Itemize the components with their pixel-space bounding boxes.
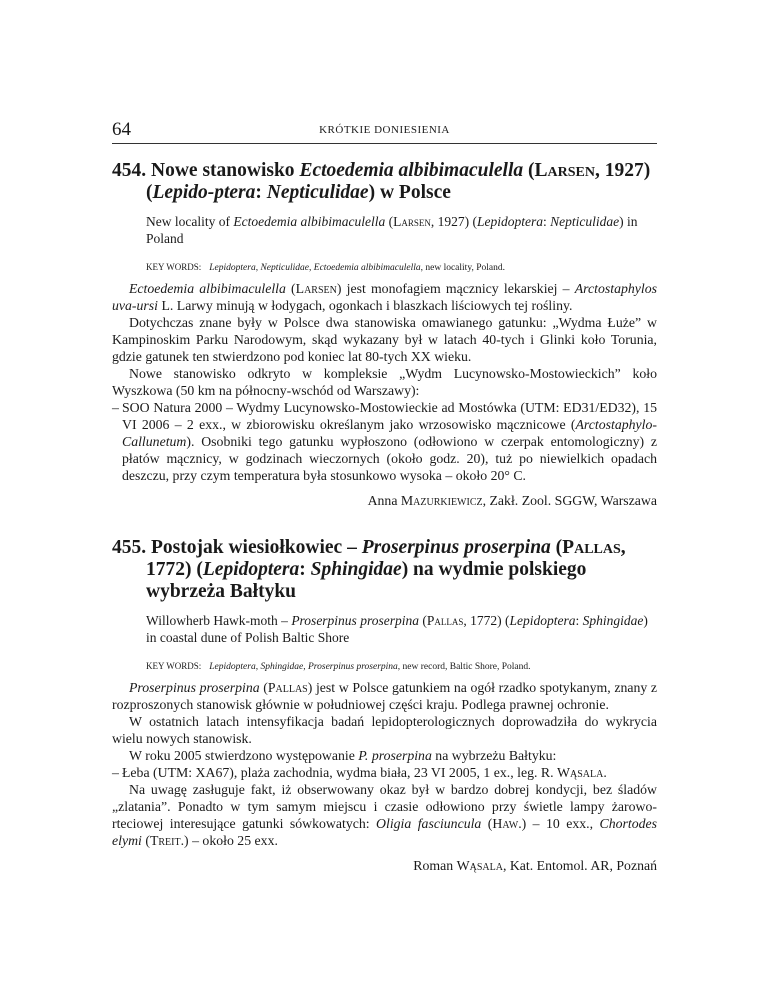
article-454 bbox=[112, 160, 657, 509]
paragraph: Proserpinus proserpina (Pallas) jest w Polsce gatunkiem na ogół rzadko spotykanym, znany z rozproszonych stanowisk głównie w południowej części kraju. Podlega prawnej ochronie. bbox=[112, 680, 658, 712]
species-name: Ectoedemia albibimaculella bbox=[299, 160, 524, 181]
locality-item: – Łeba (UTM: XA67), plaża zachodnia, wydma biała, 23 VI 2005, 1 ex., leg. R. Wąsala. bbox=[112, 765, 607, 780]
article-body bbox=[112, 280, 657, 484]
english-title: New locality of Ectoedemia albibimaculella (Larsen, 1927) (Lepidoptera: Nepticulidae) in Poland bbox=[146, 214, 638, 246]
paragraph: Nowe stanowisko odkryto w kompleksie „Wydm Lucynowsko-Mostowieckich” koło Wyszkowa (50 km na północny-wschód od Warszawy): bbox=[112, 366, 657, 398]
paragraph: W roku 2005 stwierdzono występowanie P. proserpina na wybrzeżu Bałtyku: bbox=[129, 748, 557, 763]
species-author: Pallas bbox=[562, 537, 621, 558]
article-title: 455. Postojak wiesiołkowiec – Proserpinus proserpina (Pallas, 1772) (Lepidoptera: Sphingidae) na wydmie polskiego wybrzeża Bałtyku bbox=[112, 537, 626, 602]
article-number: 454. bbox=[112, 160, 147, 181]
author-signature: Roman Wąsala, Kat. Entomol. AR, Poznań bbox=[413, 858, 657, 873]
header-rule bbox=[112, 143, 657, 144]
page-number: 64 bbox=[112, 119, 131, 140]
keywords-label: KEY WORDS: bbox=[146, 661, 202, 671]
paragraph: Dotychczas znane były w Polsce dwa stanowiska omawianego gatunku: „Wydma Łuże” w Kampinoskim Parku Narodowym, skąd wykazany był w latach 40-tych i Glinki koło Torunia, gdzie gatunek ten stwierdzono pod koniec lat 80-tych XX wieku. bbox=[112, 315, 657, 364]
paragraph: Na uwagę zasługuje fakt, iż obserwowany okaz był w bardzo dobrej kondycji, bez śladów „zlatania”. Ponadto w tym samym miejscu i czasie odłowiono przy świetle lampy żarowo-rteciowej interesujące gatunki sówkowatych: Oligia fasciuncula (Haw.) – 10 exx., Chortodes elymi (Treit.) – około 25 exx. bbox=[112, 782, 657, 848]
article-455 bbox=[112, 537, 657, 874]
paragraph: W ostatnich latach intensyfikacja badań lepidopterologicznych doprowadziła do wykrycia wielu nowych stanowisk. bbox=[112, 714, 657, 746]
list-dash: – bbox=[112, 400, 119, 415]
species-author: Larsen bbox=[534, 160, 595, 181]
species-name: Proserpinus proserpina bbox=[361, 537, 551, 558]
article-title: 454. Nowe stanowisko Ectoedemia albibimaculella (Larsen, 1927) (Lepido-ptera: Nepticulidae) w Polsce bbox=[112, 160, 651, 203]
article-number: 455. bbox=[112, 537, 147, 558]
list-dash: – bbox=[112, 765, 119, 780]
keywords-label: KEY WORDS: bbox=[146, 262, 202, 272]
locality-item: – SOO Natura 2000 – Wydmy Lucynowsko-Mostowieckie ad Mostówka (UTM: ED31/ED32), 15 VI 2006 – 2 exx., w zbiorowisku określanym jako wrzosowisko mącznicowe (Arctostaphylo-Callunetum). Osobniki tego gatunku wypłoszono (odłowiono w czerpak entomologiczny) z płatów mącznicy, w godzinach wieczornych (około godz. 20), tuż po niewielkich opadach deszczu, przy czym temperatura była stosunkowo wysoka – około 20° C. bbox=[112, 400, 657, 483]
keywords: KEY WORDS: Lepidoptera, Nepticulidae, Ectoedemia albibimaculella, new locality, Poland. bbox=[146, 262, 505, 273]
running-title: KRÓTKIE DONIESIENIA bbox=[319, 124, 450, 136]
running-head bbox=[112, 119, 657, 141]
article-body bbox=[112, 679, 657, 849]
keywords: KEY WORDS: Lepidoptera, Sphingidae, Proserpinus proserpina, new record, Baltic Shore, Poland. bbox=[146, 661, 531, 672]
author-signature: Anna Mazurkiewicz, Zakł. Zool. SGGW, Warszawa bbox=[367, 493, 657, 508]
paragraph: Ectoedemia albibimaculella (Larsen) jest monofagiem mącznicy lekarskiej – Arctostaphylos uva-ursi L. Larwy minują w łodygach, ogonkach i blaszkach liściowych tej rośliny. bbox=[112, 281, 657, 313]
english-title: Willowherb Hawk-moth – Proserpinus proserpina (Pallas, 1772) (Lepidoptera: Sphingidae) in coastal dune of Polish Baltic Shore bbox=[146, 613, 648, 645]
